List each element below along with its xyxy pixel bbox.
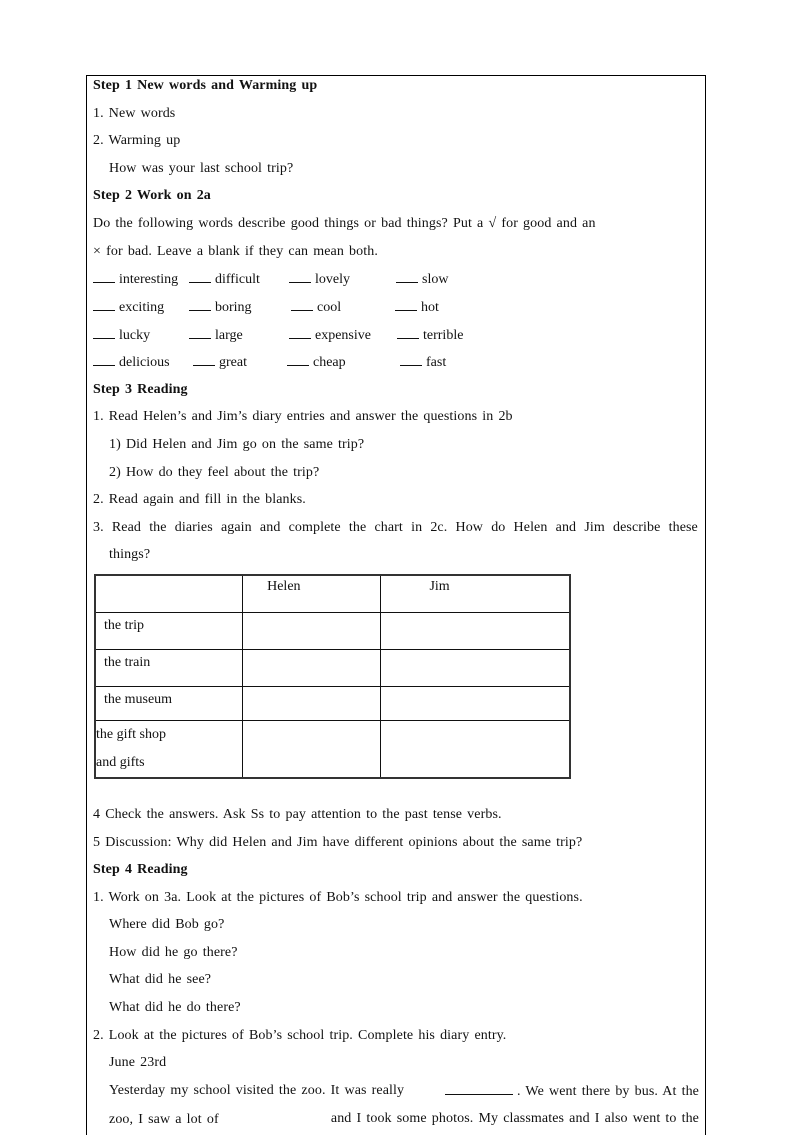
row-label-cell <box>95 686 243 720</box>
word-label: expensive <box>315 328 371 343</box>
text-word: 3. <box>93 520 104 535</box>
answer-blank[interactable] <box>93 353 115 366</box>
step4-item2: 2. Look at the pictures of Bob’s school trip. Complete his diary entry. <box>93 1028 507 1043</box>
step1-item-warming-up: 2. Warming up <box>93 133 181 148</box>
word-label: interesting <box>119 272 179 287</box>
step3-item3-line1 <box>93 519 698 537</box>
step4-item1: 1. Work on 3a. Look at the pictures of Bob’s school trip and answer the questions. <box>93 890 583 905</box>
word-label: slow <box>422 272 449 287</box>
step3-item1: 1. Read Helen’s and Jim’s diary entries and answer the questions in 2b <box>93 409 513 424</box>
helen-answer-cell[interactable] <box>243 612 381 649</box>
step3-item3-line2: things? <box>109 547 151 562</box>
word-label: cool <box>317 300 342 315</box>
jim-answer-cell[interactable] <box>381 720 570 778</box>
text-word: How <box>455 520 484 535</box>
answer-blank[interactable] <box>189 298 211 311</box>
word-label: lovely <box>315 272 350 287</box>
text-word: 2c. <box>430 520 448 535</box>
step1-heading: Step 1 New words and Warming up <box>93 78 318 93</box>
text-word: complete <box>288 520 341 535</box>
word-label: boring <box>215 300 252 315</box>
word-label: lucky <box>119 328 151 343</box>
word-label: hot <box>421 300 439 315</box>
table-header-jim <box>381 575 570 612</box>
row-label-cell <box>95 612 243 649</box>
answer-blank[interactable] <box>396 270 418 283</box>
step4-question: How did he go there? <box>109 945 238 960</box>
step2-instruction-line1: Do the following words describe good things or bad things? Put a √ for good and an <box>93 216 596 231</box>
diary-text: zoo, I saw a lot of <box>109 1112 219 1127</box>
row-label-line2: and gifts <box>96 754 145 770</box>
diary-line1 <box>109 1082 699 1101</box>
row-label: the trip <box>104 617 145 633</box>
step1-item-new-words: 1. New words <box>93 106 176 121</box>
word-row <box>93 326 693 344</box>
step3-item1-question1: 1) Did Helen and Jim go on the same trip? <box>109 437 365 452</box>
header-label: Helen <box>267 579 301 594</box>
step3-item4: 4 Check the answers. Ask Ss to pay attention to the past tense verbs. <box>93 807 502 822</box>
word-label: terrible <box>423 328 464 343</box>
word-label: cheap <box>313 355 346 370</box>
answer-blank[interactable] <box>189 270 211 283</box>
table-row <box>95 612 570 649</box>
word-row <box>93 298 693 316</box>
text-word: Read <box>111 520 142 535</box>
step1-question: How was your last school trip? <box>109 161 294 176</box>
answer-blank[interactable] <box>400 353 422 366</box>
table-row <box>95 649 570 686</box>
text-word: chart <box>374 520 403 535</box>
diary-line2 <box>109 1110 699 1129</box>
word-label: large <box>215 328 243 343</box>
text-word: describe <box>613 520 661 535</box>
answer-blank[interactable] <box>93 270 115 283</box>
row-label-cell <box>95 720 243 778</box>
row-label: the museum <box>104 691 173 707</box>
text-word: in <box>411 520 423 535</box>
answer-blank[interactable] <box>93 298 115 311</box>
step4-question: What did he do there? <box>109 1000 241 1015</box>
table-row <box>95 686 570 720</box>
word-label: delicious <box>119 355 170 370</box>
row-label-cell <box>95 649 243 686</box>
table-header-helen <box>243 575 381 612</box>
text-word: again <box>220 520 252 535</box>
helen-answer-cell[interactable] <box>243 720 381 778</box>
word-row <box>93 270 693 288</box>
table-header-empty <box>95 575 243 612</box>
answer-blank[interactable] <box>291 298 313 311</box>
step4-question: Where did Bob go? <box>109 917 225 932</box>
text-word: Jim <box>584 520 605 535</box>
text-word: diaries <box>174 520 213 535</box>
step3-item2: 2. Read again and fill in the blanks. <box>93 492 306 507</box>
answer-blank[interactable] <box>189 326 211 339</box>
answer-blank[interactable] <box>397 326 419 339</box>
header-label: Jim <box>429 579 450 594</box>
step4-question: What did he see? <box>109 972 212 987</box>
helen-answer-cell[interactable] <box>243 649 381 686</box>
step4-heading: Step 4 Reading <box>93 862 188 877</box>
text-word: the <box>348 520 367 535</box>
answer-blank[interactable] <box>289 326 311 339</box>
text-word: do <box>491 520 506 535</box>
answer-blank[interactable] <box>395 298 417 311</box>
diary-fill-blank[interactable] <box>223 1110 291 1123</box>
step3-heading: Step 3 Reading <box>93 382 188 397</box>
word-label: exciting <box>119 300 165 315</box>
word-row <box>93 353 693 371</box>
step3-item5: 5 Discussion: Why did Helen and Jim have different opinions about the same trip? <box>93 835 583 850</box>
jim-answer-cell[interactable] <box>381 686 570 720</box>
diary-text: and I took some photos. My classmates and I also went to the <box>330 1111 699 1126</box>
jim-answer-cell[interactable] <box>381 612 570 649</box>
table-row <box>95 720 570 778</box>
comparison-chart-table <box>94 574 571 779</box>
diary-fill-blank[interactable] <box>445 1082 513 1095</box>
answer-blank[interactable] <box>193 353 215 366</box>
step2-heading: Step 2 Work on 2a <box>93 188 211 203</box>
answer-blank[interactable] <box>93 326 115 339</box>
diary-text: Yesterday my school visited the zoo. It was really <box>109 1083 405 1098</box>
row-label: the train <box>104 654 151 670</box>
step2-instruction-line2: × for bad. Leave a blank if they can mean both. <box>93 244 378 259</box>
answer-blank[interactable] <box>287 353 309 366</box>
helen-answer-cell[interactable] <box>243 686 381 720</box>
row-label-line1: the gift shop <box>96 726 166 742</box>
word-label: fast <box>426 355 447 370</box>
text-word: the <box>149 520 167 535</box>
jim-answer-cell[interactable] <box>381 649 570 686</box>
diary-date: June 23rd <box>109 1055 167 1070</box>
step3-item1-question2: 2) How do they feel about the trip? <box>109 465 320 480</box>
diary-text: . We went there by bus. At the <box>516 1084 699 1099</box>
text-word: and <box>555 520 577 535</box>
word-label: great <box>219 355 247 370</box>
word-label: difficult <box>215 272 260 287</box>
table-header-row <box>95 575 570 612</box>
text-word: and <box>259 520 281 535</box>
answer-blank[interactable] <box>289 270 311 283</box>
text-word: these <box>668 520 698 535</box>
text-word: Helen <box>513 520 548 535</box>
